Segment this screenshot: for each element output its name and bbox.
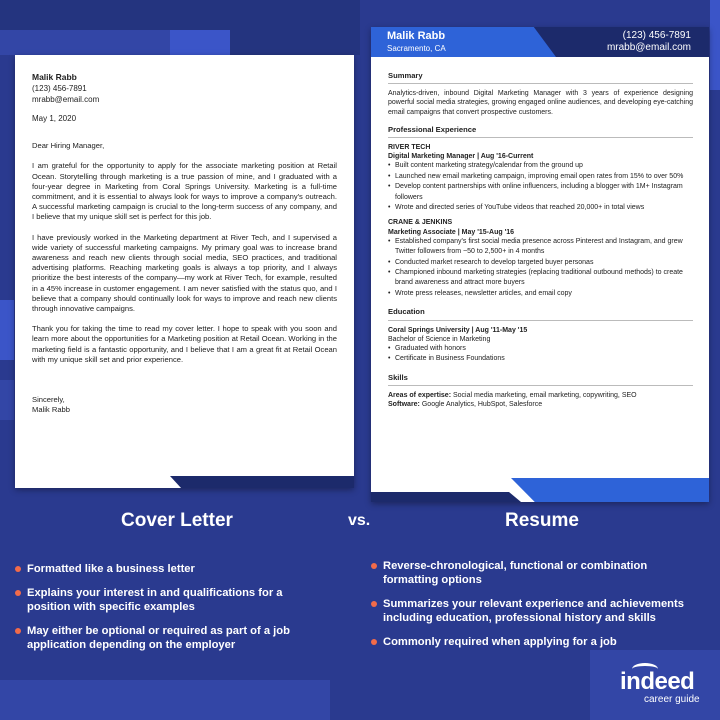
skills-software [388, 400, 693, 409]
skills-value: Social media marketing, email marketing, copywriting, SEO [451, 391, 637, 399]
bg-stripe [0, 300, 14, 360]
list-item: Explains your interest in and qualifications for a position with specific examples [15, 586, 305, 614]
cl-name: Malik Rabb [32, 72, 77, 82]
summary-text: Analytics-driven, inbound Digital Marketing Manager with 3 years of experience designing powerful social media strategies, growing engaged online audiences, and developing eye-catching email campaigns that convert prospective customers. [388, 90, 693, 116]
cl-paragraph: Thank you for taking the time to read my cover letter. I hope to speak with you soon and learn more about the opportunities for a Marketing position at Retail Ocean. Working in the marketing field is a fantastic opportunity, and I believe that I am a great fit at Retail Ocean with my unique skill set and prior experience. [32, 324, 337, 364]
list-item: • Championed inbound marketing strategies (replacing traditional outbound methods) to create brand awareness and attract more buyers [388, 268, 693, 289]
list-item: Commonly required when applying for a job [371, 635, 691, 649]
list-item: May either be optional or required as part of a job application depending on the employer [15, 624, 305, 652]
skills-value: Google Analytics, HubSpot, Salesforce [419, 401, 543, 409]
school: Coral Springs University | Aug '11-May '15 [388, 326, 528, 334]
indeed-logo [620, 668, 700, 705]
section-title: Skills [388, 372, 408, 382]
list-item: • Wrote and directed series of YouTube videos that reached 20,000+ in total views [388, 203, 693, 213]
skills-label: Software: [388, 401, 420, 409]
cl-signature: Malik Rabb [32, 405, 70, 415]
cl-greeting: Dear Hiring Manager, [32, 141, 105, 151]
list-item: Summarizes your relevant experience and achievements including education, professional history and skills [371, 597, 691, 625]
resume-bottom-accent-dark [371, 492, 521, 502]
cl-closing: Sincerely, [32, 395, 65, 405]
edu-bullets [388, 344, 693, 365]
list-item: Reverse-chronological, functional or combination formatting options [371, 559, 691, 587]
logo-arc-icon [632, 663, 658, 675]
degree: Bachelor of Science in Marketing [388, 335, 491, 343]
divider [388, 137, 693, 138]
list-item: • Graduated with honors [388, 344, 693, 354]
logo-word: indeed [620, 668, 695, 695]
vs-label: vs. [348, 512, 371, 529]
bg-stripe [230, 30, 360, 55]
resume-title: Resume [505, 510, 579, 531]
section-title: Education [388, 307, 425, 317]
list-item: • Develop content partnerships with online influencers, including a blogger with 1M+ Instagram followers [388, 182, 693, 203]
cl-email: mrabb@email.com [32, 95, 100, 104]
list-item: • Conducted market research to develop targeted buyer personas [388, 258, 693, 268]
list-item: • Certificate in Business Foundations [388, 354, 693, 364]
divider [388, 385, 693, 386]
job-bullets [388, 161, 693, 213]
cover-letter-points [15, 562, 305, 662]
list-item: • Built content marketing strategy/calendar from the ground up [388, 161, 693, 171]
resume-points [371, 559, 691, 659]
rs-email: mrabb@email.com [606, 42, 691, 53]
company: RIVER TECH [388, 144, 431, 152]
company: CRANE & JENKINS [388, 219, 453, 227]
resume-document [371, 27, 709, 502]
cover-letter-body [32, 72, 337, 415]
cl-date: May 1, 2020 [32, 114, 77, 123]
bg-stripe [0, 0, 360, 30]
bg-stripe [170, 30, 230, 55]
section-title: Professional Experience [388, 124, 477, 134]
bg-stripe [0, 30, 170, 55]
cl-paragraph: I am grateful for the opportunity to apply for the associate marketing position at Retail Ocean. Storytelling through marketing is a true passion of mine, and I graduated with a four-year degree in Marketing from Coral Springs University. Marketing is a full-time commitment, and it is essential to always look for ways to improve a company's outreach. A successful marketing campaign is crucial to the long-term success of any company, and I believe that my unique skill set is perfect for this job. [32, 161, 337, 222]
divider [388, 320, 693, 321]
cover-letter-document [15, 55, 354, 488]
skills-expertise [388, 391, 693, 400]
role: Marketing Associate | May '15-Aug '16 [388, 228, 515, 236]
section-title: Summary [388, 71, 423, 80]
bg-stripe [710, 0, 720, 90]
rs-phone: (123) 456-7891 [622, 30, 691, 41]
resume-header [371, 27, 709, 57]
role: Digital Marketing Manager | Aug '16-Current [388, 153, 534, 161]
cl-paragraph: I have previously worked in the Marketing department at River Tech, and I supervised a wide variety of successful marketing campaigns. My primary goal was to increase brand awareness and reach new clients through social media, SEO practices, and traditional advertising platforms. Reaching marketing goals is always a top priority, and I always prioritize the best interests of the company—my work at River Tech, for example, resulted in a 45% increase in customer engagement. I am never satisfied with the status quo, and I believe that a company should continually look for ways to improve and reach new clients through innovative campaigns. [32, 232, 337, 314]
cover-letter-title: Cover Letter [121, 510, 233, 531]
resume-bottom-accent [511, 478, 709, 502]
resume-body [388, 71, 693, 409]
cl-phone: (123) 456-7891 [32, 84, 87, 93]
bg-stripe [0, 380, 14, 420]
list-item: • Wrote press releases, newsletter articles, and email copy [388, 289, 693, 299]
bg-stripe [0, 680, 330, 720]
job-bullets [388, 237, 693, 299]
rs-city: Sacramento, CA [387, 44, 446, 53]
list-item: • Launched new email marketing campaign, improving email open rates from 15% to over 50% [388, 172, 693, 182]
divider [388, 83, 693, 84]
rs-name: Malik Rabb [387, 30, 446, 42]
list-item: • Established company's first social media presence across Pinterest and Instagram, and grew Twitter followers from ~50 to 2,500+ in 4 months [388, 237, 693, 258]
cover-bottom-accent [170, 476, 354, 488]
logo-subtitle: career guide [644, 694, 700, 705]
skills-label: Areas of expertise: [388, 391, 452, 399]
list-item: Formatted like a business letter [15, 562, 305, 576]
